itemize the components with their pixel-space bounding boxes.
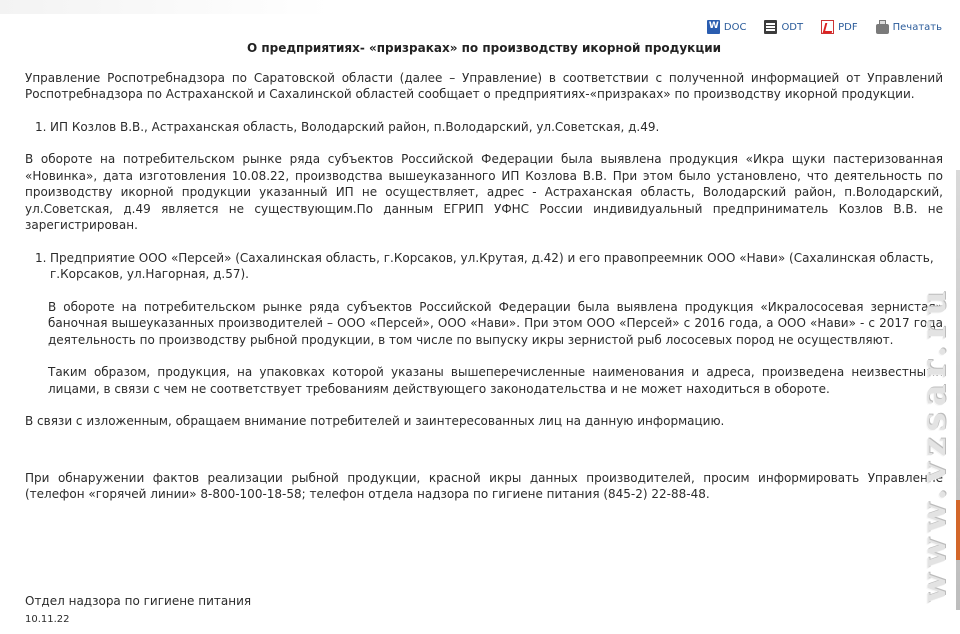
signature: Отдел надзора по гигиене питания [25, 594, 252, 608]
site-watermark: www.vzsar.ru [914, 285, 954, 603]
odt-download-link[interactable] [764, 20, 803, 34]
print-label: Печатать [892, 21, 942, 33]
doc-label: DOC [723, 21, 747, 33]
pdf-download-link[interactable] [821, 20, 857, 34]
paragraph-attention: В связи с изложенным, обращаем внимание потребителей и заинтересованных лиц на данную информацию. [25, 414, 725, 428]
article-title: О предприятиях- «призраках» по производству икорной продукции [246, 41, 722, 55]
export-toolbar [707, 20, 942, 34]
article-body [25, 40, 943, 503]
pdf-label: PDF [838, 21, 858, 33]
print-link[interactable] [876, 21, 942, 34]
list-item-text: Предприятие ООО «Персей» (Сахалинская область, г.Корсаков, ул.Крутая, д.42) и его правопреемник ООО «Нави» (Сахалинская область, г.Корсаков, ул.Нагорная, д.57). [50, 250, 934, 281]
word-doc-icon [707, 20, 720, 34]
odt-doc-icon [764, 20, 777, 34]
pdf-icon [821, 20, 834, 34]
paragraph-persey-navi: В обороте на потребительском рынке ряда субъектов Российской Федерации была выявлена продукция «Икралососевая зернистая» баночная вышеуказанных производителей – ООО «Персей», ООО «Нави». При этом ООО «Персей» с 2016 года, а ООО «Нави» - с 2017 года деятельность по производству рыбной продукции, в том числе по выпуску икры зернистой рыб лососевых пород не осуществляют. [48, 299, 943, 347]
printer-icon [876, 24, 889, 34]
list-item-text: ИП Козлов В.В., Астраханская область, Володарский район, п.Володарский, ул.Советская, д.49. [50, 119, 660, 134]
paragraph-contacts: При обнаружении фактов реализации рыбной продукции, красной икры данных производителей, просим информировать Управление (телефон «горячей линии» 8-800-100-18-58; телефон отдела надзора по гигиене питания (845-2) 22-88-48. [25, 470, 943, 501]
list-item-2 [35, 250, 943, 283]
list-number: 1. [35, 250, 47, 265]
intro-paragraph: Управление Роспотребнадзора по Саратовской области (далее – Управление) в соответствии с полученной информацией от Управлений Роспотребнадзора по Астраханской и Сахалинской областей сообщает о предприятиях-«призраках» по производству икорной продукции. [25, 70, 943, 101]
publication-date: 10.11.22 [25, 614, 70, 625]
paragraph-conclusion: Таким образом, продукция, на упаковках которой указаны вышеперечисленные наименования и адреса, произведена неизвестными лицами, в связи с чем не соответствует требованиям действующего законодательства и не может находиться в обороте. [48, 365, 943, 396]
paragraph-ip-kozlov: В обороте на потребительском рынке ряда субъектов Российской Федерации была выявлена продукция «Икра щуки пастеризованная «Новинка», дата изготовления 10.08.22, производства вышеуказанного ИП Козлова В.В. При этом было установлено, что деятельность по производству икорной продукции указанный ИП не осуществляет, адрес - Астраханская область, Володарский район, п.Володарский, ул.Советская, д.49 является не существующим.По данным ЕГРИП УФНС России индивидуальный предприниматель Козлов В.В. не зарегистрирован. [25, 152, 943, 232]
list-item-1 [35, 119, 943, 136]
list-number: 1. [35, 119, 47, 134]
odt-label: ODT [781, 21, 804, 33]
right-edge-accent [956, 500, 960, 560]
doc-download-link[interactable] [707, 20, 747, 34]
top-fade [0, 0, 330, 14]
